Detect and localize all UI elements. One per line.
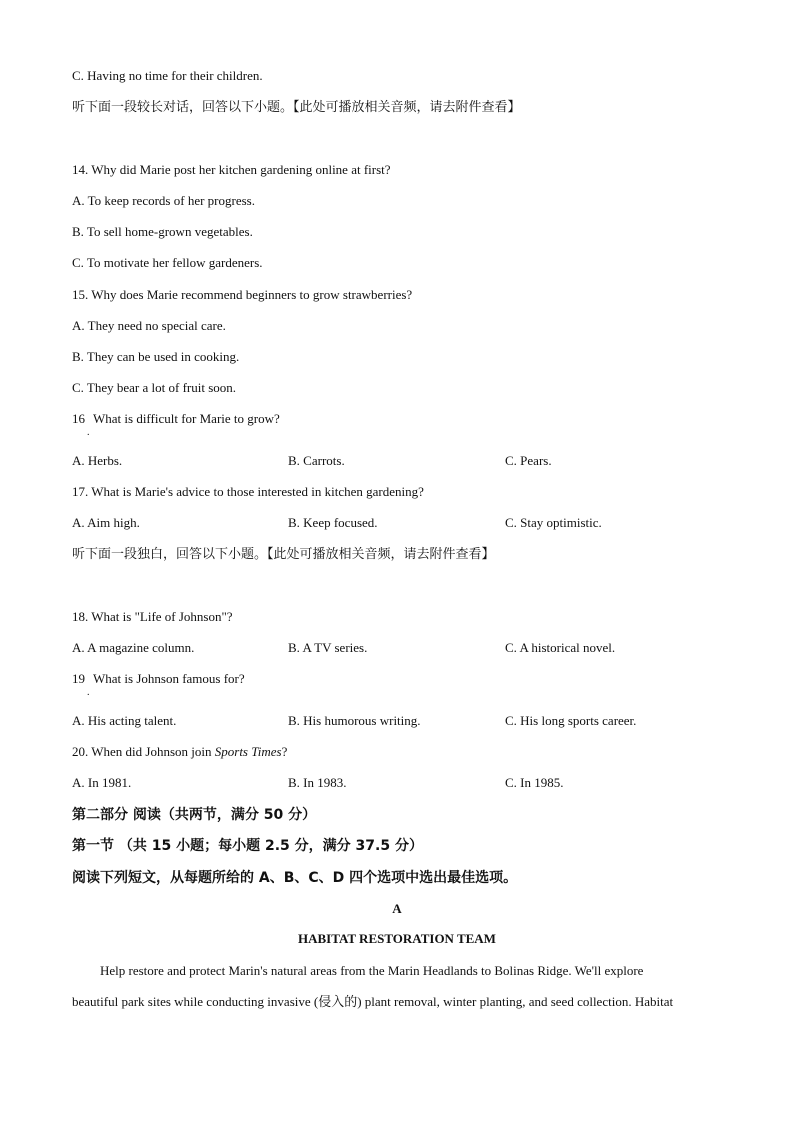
q14-stem: 14. Why did Marie post her kitchen gardening online at first? (72, 162, 391, 177)
q18-option-c: C. A historical novel. (505, 640, 616, 655)
q19-option-b: B. His humorous writing. (288, 713, 421, 728)
q16-option-a: A. Herbs. (72, 453, 123, 468)
passage-letter: A (392, 901, 402, 916)
q17-option-a: A. Aim high. (72, 515, 140, 530)
q19-dot: . (87, 687, 90, 698)
q15-option-b: B. They can be used in cooking. (72, 349, 240, 364)
q19-option-a: A. His acting talent. (72, 713, 177, 728)
passage-title: HABITAT RESTORATION TEAM (298, 931, 496, 946)
q16-option-c: C. Pears. (505, 453, 552, 468)
passage-line-2: beautiful park sites while conducting invasive (侵入的) plant removal, winter planting, and seed collection. Habitat (72, 994, 674, 1009)
q15-option-a: A. They need no special care. (72, 318, 226, 333)
listening-instruction-monologue: 听下面一段独白，回答以下小题。【此处可播放相关音频，请去附件查看】 (72, 547, 495, 562)
q16-dot: . (87, 427, 90, 438)
q16-text: What is difficult for Marie to grow? (93, 411, 280, 426)
q18-option-b: B. A TV series. (288, 640, 368, 655)
q20-magazine-title: Sports Times (214, 744, 282, 759)
q16-number: 16 (72, 411, 85, 426)
q19-number: 19 (72, 671, 85, 686)
section1-title: 第一节 （共 15 小题；每小题 2.5 分，满分 37.5 分） (72, 838, 423, 854)
q14-option-a: A. To keep records of her progress. (72, 193, 255, 208)
q17-option-b: B. Keep focused. (288, 515, 378, 530)
q15-stem: 15. Why does Marie recommend beginners to grow strawberries? (72, 287, 413, 302)
q20-text-post: ? (281, 744, 288, 759)
q17-option-c: C. Stay optimistic. (505, 515, 602, 530)
reading-directions: 阅读下列短文，从每题所给的 A、B、C、D 四个选项中选出最佳选项。 (72, 870, 518, 886)
listening-instruction-long: 听下面一段较长对话，回答以下小题。【此处可播放相关音频，请去附件查看】 (72, 100, 521, 115)
q15-option-c: C. They bear a lot of fruit soon. (72, 380, 237, 395)
q18-stem: 18. What is "Life of Johnson"? (72, 609, 233, 624)
q14-option-c: C. To motivate her fellow gardeners. (72, 255, 263, 270)
q17-stem: 17. What is Marie's advice to those interested in kitchen gardening? (72, 484, 424, 499)
q20-stem (72, 744, 287, 760)
q16-option-b: B. Carrots. (288, 453, 345, 468)
q20-option-b: B. In 1983. (288, 775, 347, 790)
passage-line-1: Help restore and protect Marin's natural areas from the Marin Headlands to Bolinas Ridge. We'll explore (100, 963, 644, 978)
q20-text-pre: 20. When did Johnson join (72, 744, 215, 759)
q16-stem (72, 411, 280, 427)
q14-option-b: B. To sell home-grown vegetables. (72, 224, 253, 239)
q13-option-c: C. Having no time for their children. (72, 68, 263, 83)
q19-stem (72, 671, 245, 687)
q20-option-a: A. In 1981. (72, 775, 132, 790)
q20-option-c: C. In 1985. (505, 775, 564, 790)
part2-title: 第二部分 阅读（共两节，满分 50 分） (72, 807, 317, 823)
q19-text: What is Johnson famous for? (93, 671, 245, 686)
q19-option-c: C. His long sports career. (505, 713, 637, 728)
q18-option-a: A. A magazine column. (72, 640, 195, 655)
